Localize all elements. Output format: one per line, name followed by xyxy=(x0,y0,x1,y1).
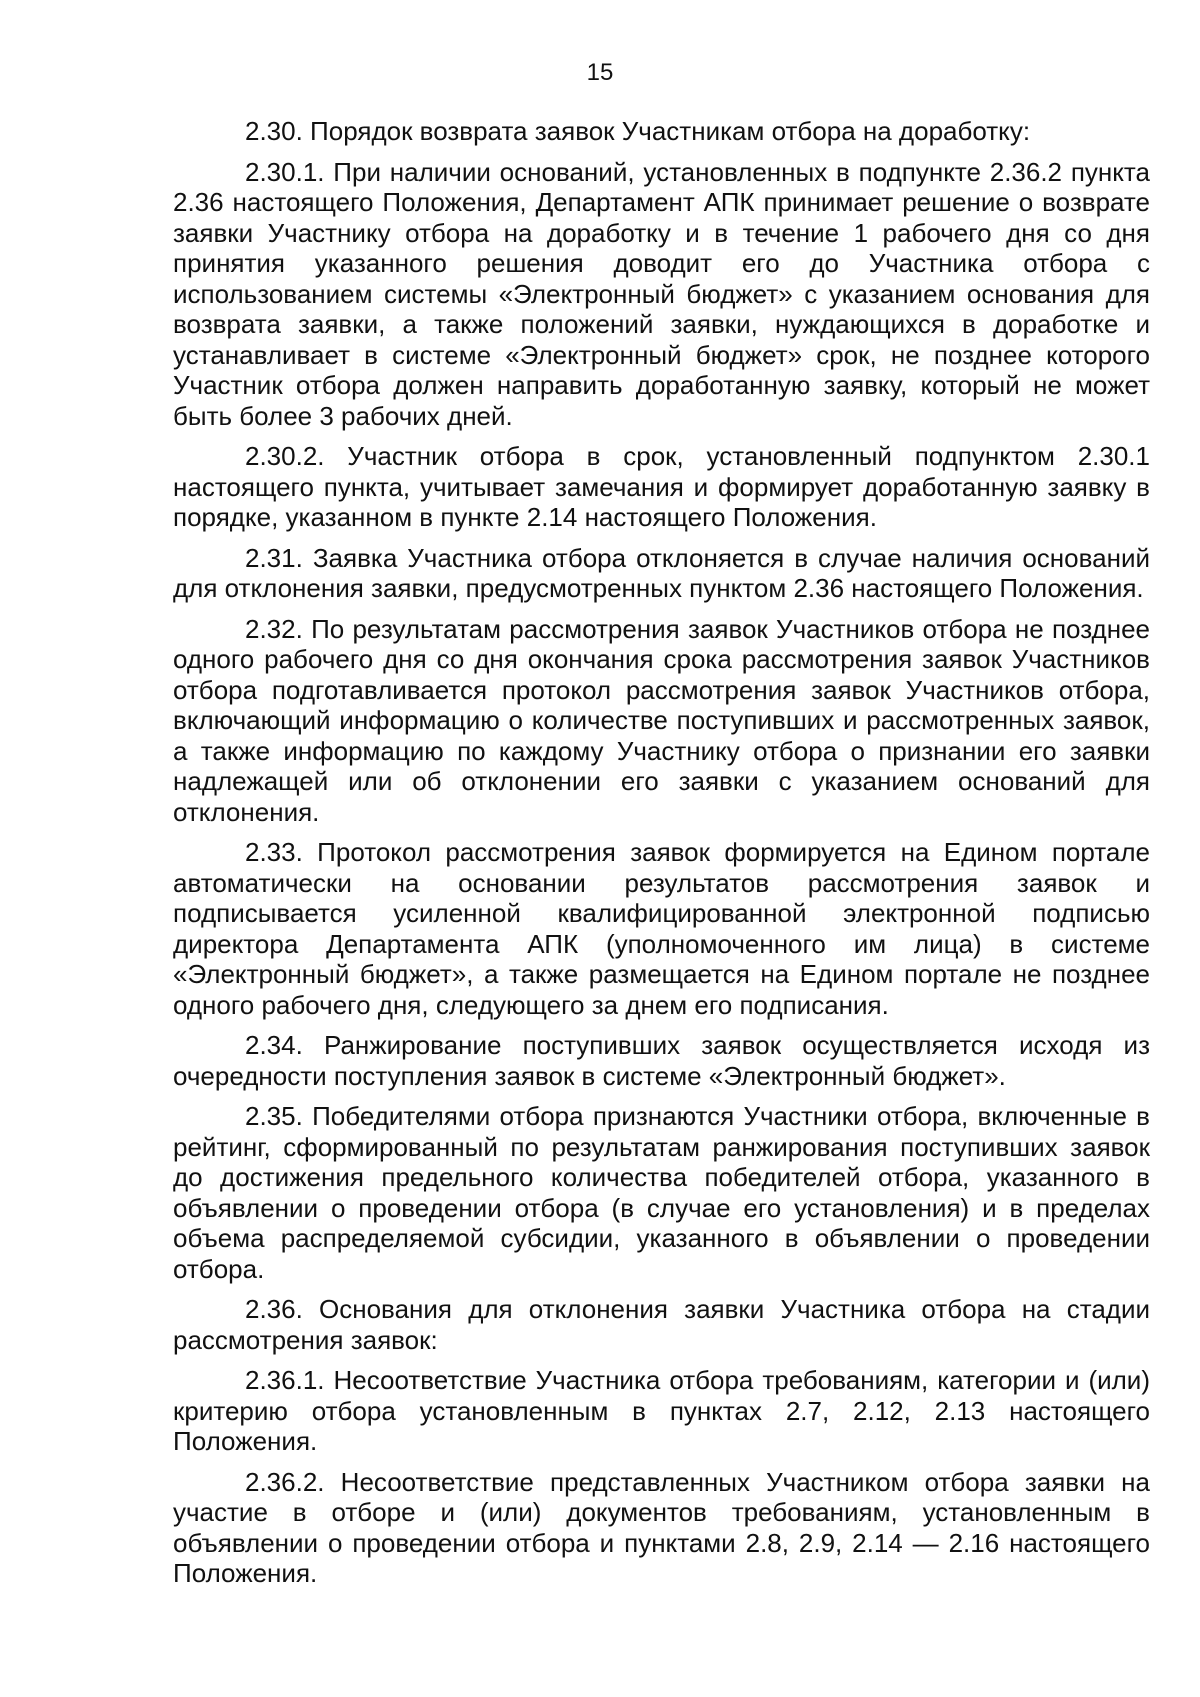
paragraph-2-32: 2.32. По результатам рассмотрения заявок Участников отбора не позднее одного рабочего дня со дня окончания срока рассмотрения заявок Участников отбора подготавливается протокол рассмотрения заявок Участников отбора, включающий информацию о количестве поступивших и рассмотренных заявок, а также информацию по каждому Участнику отбора о признании его заявки надлежащей или об отклонении его заявки с указанием оснований для отклонения. xyxy=(173,613,1150,827)
paragraph-2-36-2: 2.36.2. Несоответствие представленных Участником отбора заявки на участие в отборе и (или) документов требованиям, установленным в объявлении о проведении отбора и пунктами 2.8, 2.9, 2.14 — 2.16 настоящего Положения. xyxy=(173,1466,1150,1588)
document-body xyxy=(173,116,1150,1599)
paragraph-2-30: 2.30. Порядок возврата заявок Участникам отбора на доработку: xyxy=(245,116,1031,146)
paragraph-2-30-1: 2.30.1. При наличии оснований, установленных в подпункте 2.36.2 пункта 2.36 настоящего Положения, Департамент АПК принимает решение о возврате заявки Участнику отбора на доработку и в течение 1 рабочего дня со дня принятия указанного решения доводит его до Участника отбора с использованием системы «Электронный бюджет» с указанием основания для возврата заявки, а также положений заявки, нуждающихся в доработке и устанавливает в системе «Электронный бюджет» срок, не позднее которого Участник отбора должен направить доработанную заявку, который не может быть более 3 рабочих дней. xyxy=(173,156,1150,431)
paragraph-2-35: 2.35. Победителями отбора признаются Участники отбора, включенные в рейтинг, сформированный по результатам ранжирования поступивших заявок до достижения предельного количества победителей отбора, указанного в объявлении о проведении отбора (в случае его установления) и в пределах объема распределяемой субсидии, указанного в объявлении о проведении отбора. xyxy=(173,1101,1150,1284)
paragraph-2-34: 2.34. Ранжирование поступивших заявок осуществляется исходя из очередности поступления заявок в системе «Электронный бюджет». xyxy=(173,1030,1150,1091)
paragraph-2-36: 2.36. Основания для отклонения заявки Участника отбора на стадии рассмотрения заявок: xyxy=(173,1294,1150,1355)
paragraph-2-33: 2.33. Протокол рассмотрения заявок формируется на Едином портале автоматически на основании результатов рассмотрения заявок и подписывается усиленной квалифицированной электронной подписью директора Департамента АПК (уполномоченного им лица) в системе «Электронный бюджет», а также размещается на Едином портале не позднее одного рабочего дня, следующего за днем его подписания. xyxy=(173,837,1150,1020)
paragraph-2-30-2: 2.30.2. Участник отбора в срок, установленный подпунктом 2.30.1 настоящего пункта, учитывает замечания и формирует доработанную заявку в порядке, указанном в пункте 2.14 настоящего Положения. xyxy=(173,441,1150,532)
paragraph-2-31: 2.31. Заявка Участника отбора отклоняется в случае наличия оснований для отклонения заявки, предусмотренных пунктом 2.36 настоящего Положения. xyxy=(173,542,1150,603)
paragraph-2-36-1: 2.36.1. Несоответствие Участника отбора требованиям, категории и (или) критерию отбора установленным в пунктах 2.7, 2.12, 2.13 настоящего Положения. xyxy=(173,1365,1150,1456)
page-number: 15 xyxy=(586,59,614,86)
